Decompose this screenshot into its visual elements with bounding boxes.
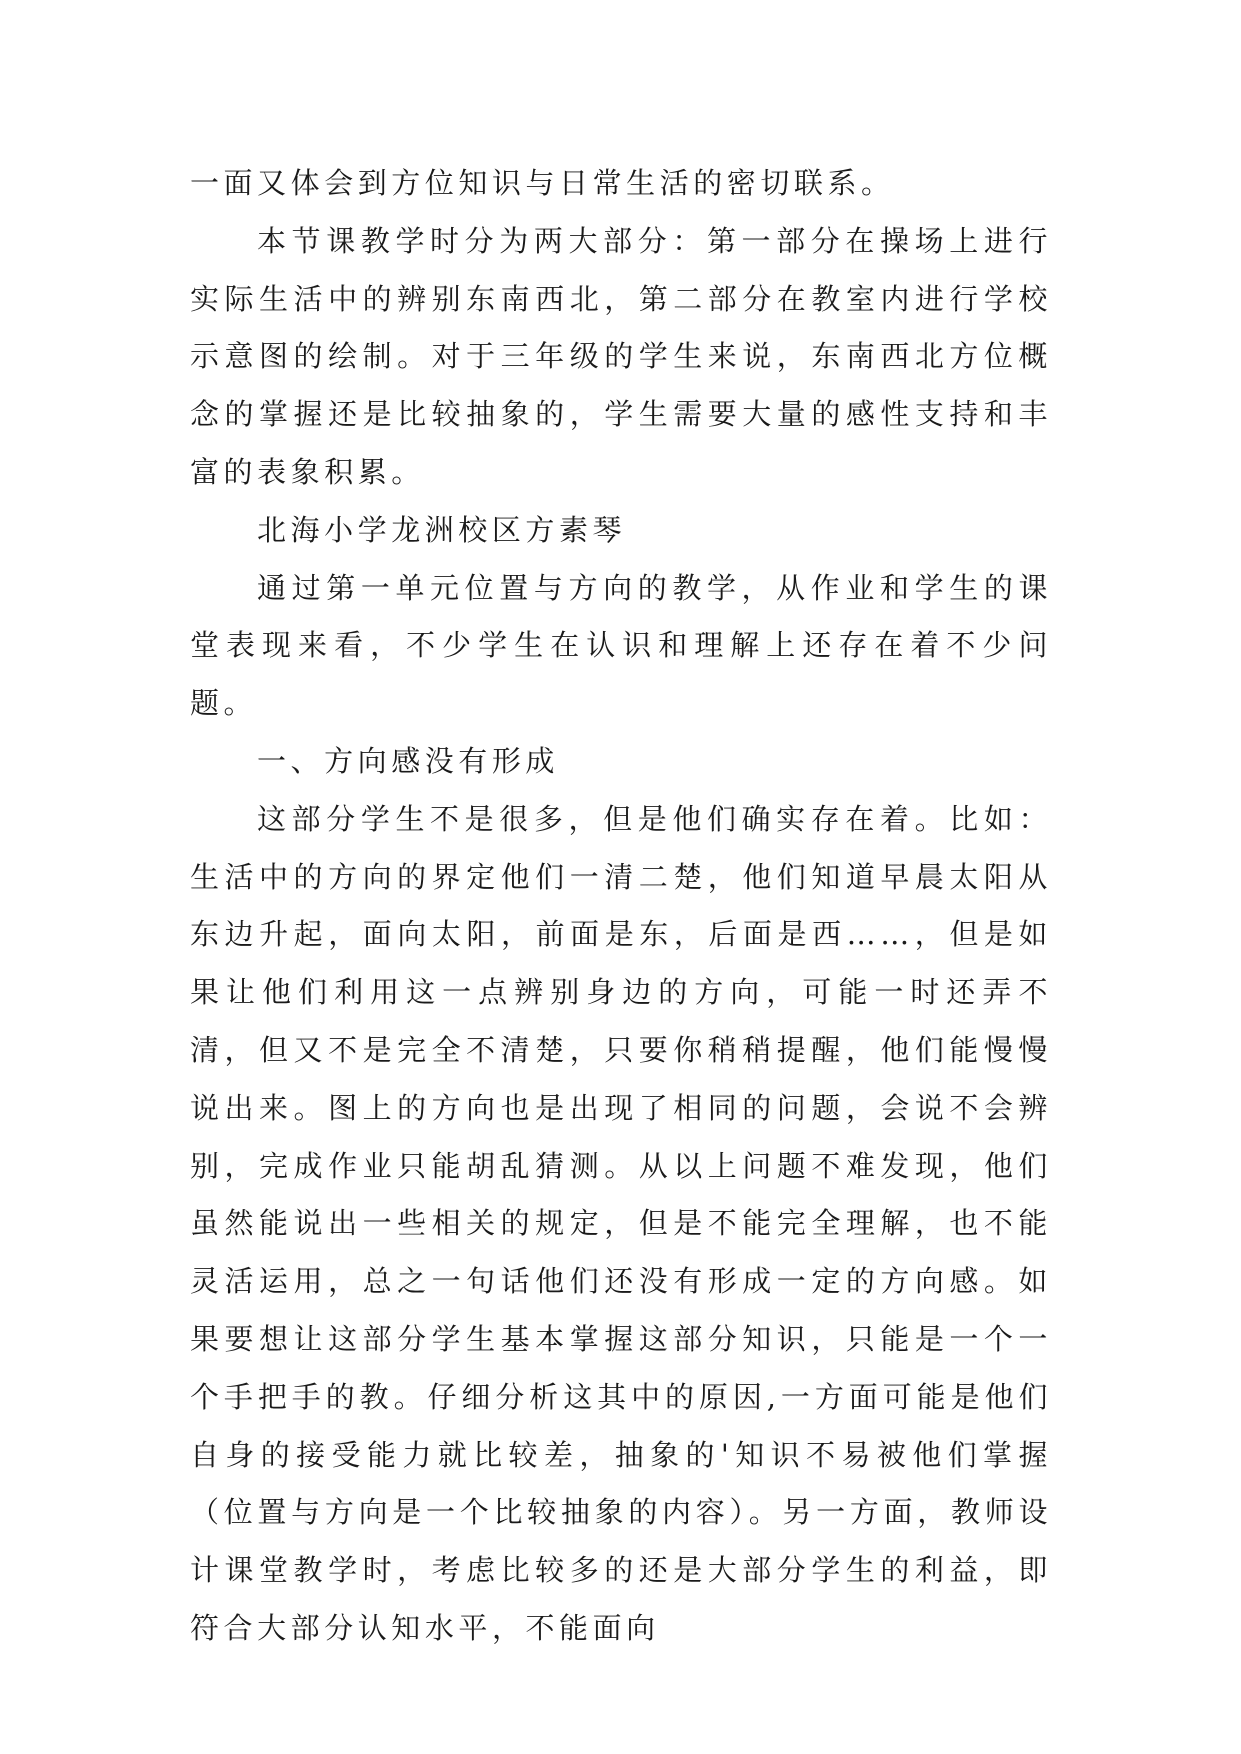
document-body [190,155,1052,1658]
paragraph-continuation: 一面又体会到方位知识与日常生活的密切联系。 [190,166,895,200]
section-heading: 一、方向感没有形成 [257,743,559,778]
author-line: 北海小学龙洲校区方素琴 [257,512,627,547]
paragraph-intro: 通过第一单元位置与方向的教学，从作业和学生的课堂表现来看，不少学生在认识和理解上还存在着不少问题。 [190,570,1052,721]
paragraph-analysis: 这部分学生不是很多，但是他们确实存在着。比如：生活中的方向的界定他们一清二楚，他们知道早晨太阳从东边升起，面向太阳，前面是东，后面是西……，但是如果让他们利用这一点辨别身边的方向，可能一时还弄不清，但又不是完全不清楚，只要你稍稍提醒，他们能慢慢说出来。图上的方向也是出现了相同的问题，会说不会辨别，完成作业只能胡乱猜测。从以上问题不难发现，他们虽然能说出一些相关的规定，但是不能完全理解，也不能灵活运用，总之一句话他们还没有形成一定的方向感。如果要想让这部分学生基本掌握这部分知识，只能是一个一个手把手的教。仔细分析这其中的原因,一方面可能是他们自身的接受能力就比较差，抽象的'知识不易被他们掌握（位置与方向是一个比较抽象的内容）。另一方面，教师设计课堂教学时，考虑比较多的还是大部分学生的利益，即符合大部分认知水平，不能面向 [190,801,1052,1645]
paragraph-lesson-structure: 本节课教学时分为两大部分：第一部分在操场上进行实际生活中的辨别东南西北，第二部分在教室内进行学校示意图的绘制。对于三年级的学生来说，东南西北方位概念的掌握还是比较抽象的，学生需要大量的感性支持和丰富的表象积累。 [190,223,1052,489]
